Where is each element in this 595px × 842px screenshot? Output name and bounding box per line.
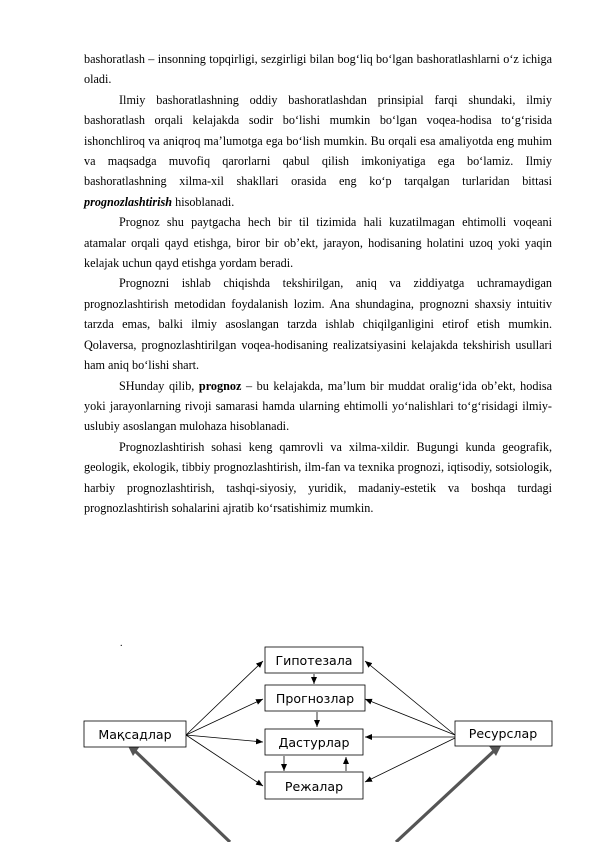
arrow-goals-forecasts xyxy=(186,699,263,735)
paragraph-2: Prognoz shu paytgacha hech bir til tizimida hali kuzatilmagan ehtimolli voqeani atamalar orqali qayd etishga, biror bir ob’ekt, jarayon, hodisaning holatini uzoq yoki yaqin kelajak uchun qayd etishga yordam beradi. xyxy=(84,215,552,271)
box-hypothesis xyxy=(265,647,363,673)
term-prognoz: prognoz xyxy=(198,378,242,393)
arrow-goals-programs xyxy=(186,735,263,742)
feedback-line-right xyxy=(396,750,495,842)
box-plans-label: Режалар xyxy=(284,779,344,794)
paragraph-0: bashoratlash – insonning topqirligi, sezgirligi bilan bog‘liq bo‘lgan bashoratlashlarni o‘z ichiga oladi. xyxy=(84,52,552,87)
arrow-goals-plans xyxy=(186,735,263,786)
box-plans xyxy=(265,772,363,799)
box-programs xyxy=(265,729,363,755)
arrow-goals-hypothesis xyxy=(186,661,263,735)
box-forecasts-label: Прогнозлар xyxy=(275,691,355,706)
paragraph-3: Prognozni ishlab chiqishda tekshirilgan, aniq va ziddiyatga uchramaydigan prognozlashtirish metodidan foydalanish lozim. Ana shundagina, prognozni shaxsiy intuitiv tarzda emas, balki ilmiy asoslangan tarzda ishlab chiqilganligini etirof etish mumkin. Qolaversa, prognozlashtirilgan voqea-hodisaning realizatsiyasini kelajakda tekshirish usullari ham aniq bo‘lishi shart. xyxy=(84,276,552,373)
feedback-line-left xyxy=(134,750,230,842)
box-programs-label: Дастурлар xyxy=(278,735,350,750)
arrow-resources-forecasts xyxy=(365,699,455,735)
stray-dot: . xyxy=(120,638,123,649)
paragraph-4-text: SHunday qilib, xyxy=(119,378,199,393)
paragraph-1-text: Ilmiy bashoratlashning oddiy bashoratlashdan prinsipial farqi shundaki, ilmiy bashoratlash orqali kelajakda sodir bo‘lishi mumkin bo‘lgan voqea-hodisa to‘g‘risida ishonchliroq va aniqroq ma’lumotga ega bo‘lish mumkin. Bu orqali esa amaliyotda eng muhim va maqsadga muvofiq qarorlarni qabul qilish imkoniyatiga ega bo‘lamiz. Ilmiy bashoratlashning xilma-xil shakllari orasida eng ko‘p tarqalgan turlaridan bittasi xyxy=(84,92,552,189)
arrow-resources-hypothesis xyxy=(365,661,455,735)
paragraph-1-tail: hisoblanadi. xyxy=(172,194,235,209)
box-hypothesis-label: Гипотезала xyxy=(275,653,353,668)
paragraph-4-tail: – bu kelajakda, ma’lum bir muddat oralig‘ida ob’ekt, hodisa yoki jarayonlarning rivoji samarasi hamda ularning ehtimolli yo‘nalishlari to‘g‘risidagi ilmiy-uslubiy asoslangan mulohaza hisoblanadi. xyxy=(84,378,552,434)
box-resources-label: Ресурслар xyxy=(468,726,538,741)
box-resources xyxy=(455,721,552,746)
arrow-resources-plans xyxy=(365,738,455,782)
box-goals-label: Мақсадлар xyxy=(98,727,172,742)
box-goals xyxy=(84,721,186,747)
diagram-arrows xyxy=(186,661,455,786)
paragraph-5: Prognozlashtirish sohasi keng qamrovli va xilma-xildir. Bugungi kunda geografik, geologik, ekologik, tibbiy prognozlashtirish, ilm-fan va texnika prognozi, iqtisodiy, sotsiologik, harbiy prognozlashtirish, tashqi-siyosiy, yuridik, madaniy-estetik va boshqa turdagi prognozlashtirish sohalarini ajratib ko‘rsatishimiz mumkin. xyxy=(84,439,552,515)
term-prognozlashtirish: prognozlashtirish xyxy=(84,194,173,209)
box-forecasts xyxy=(265,685,365,711)
